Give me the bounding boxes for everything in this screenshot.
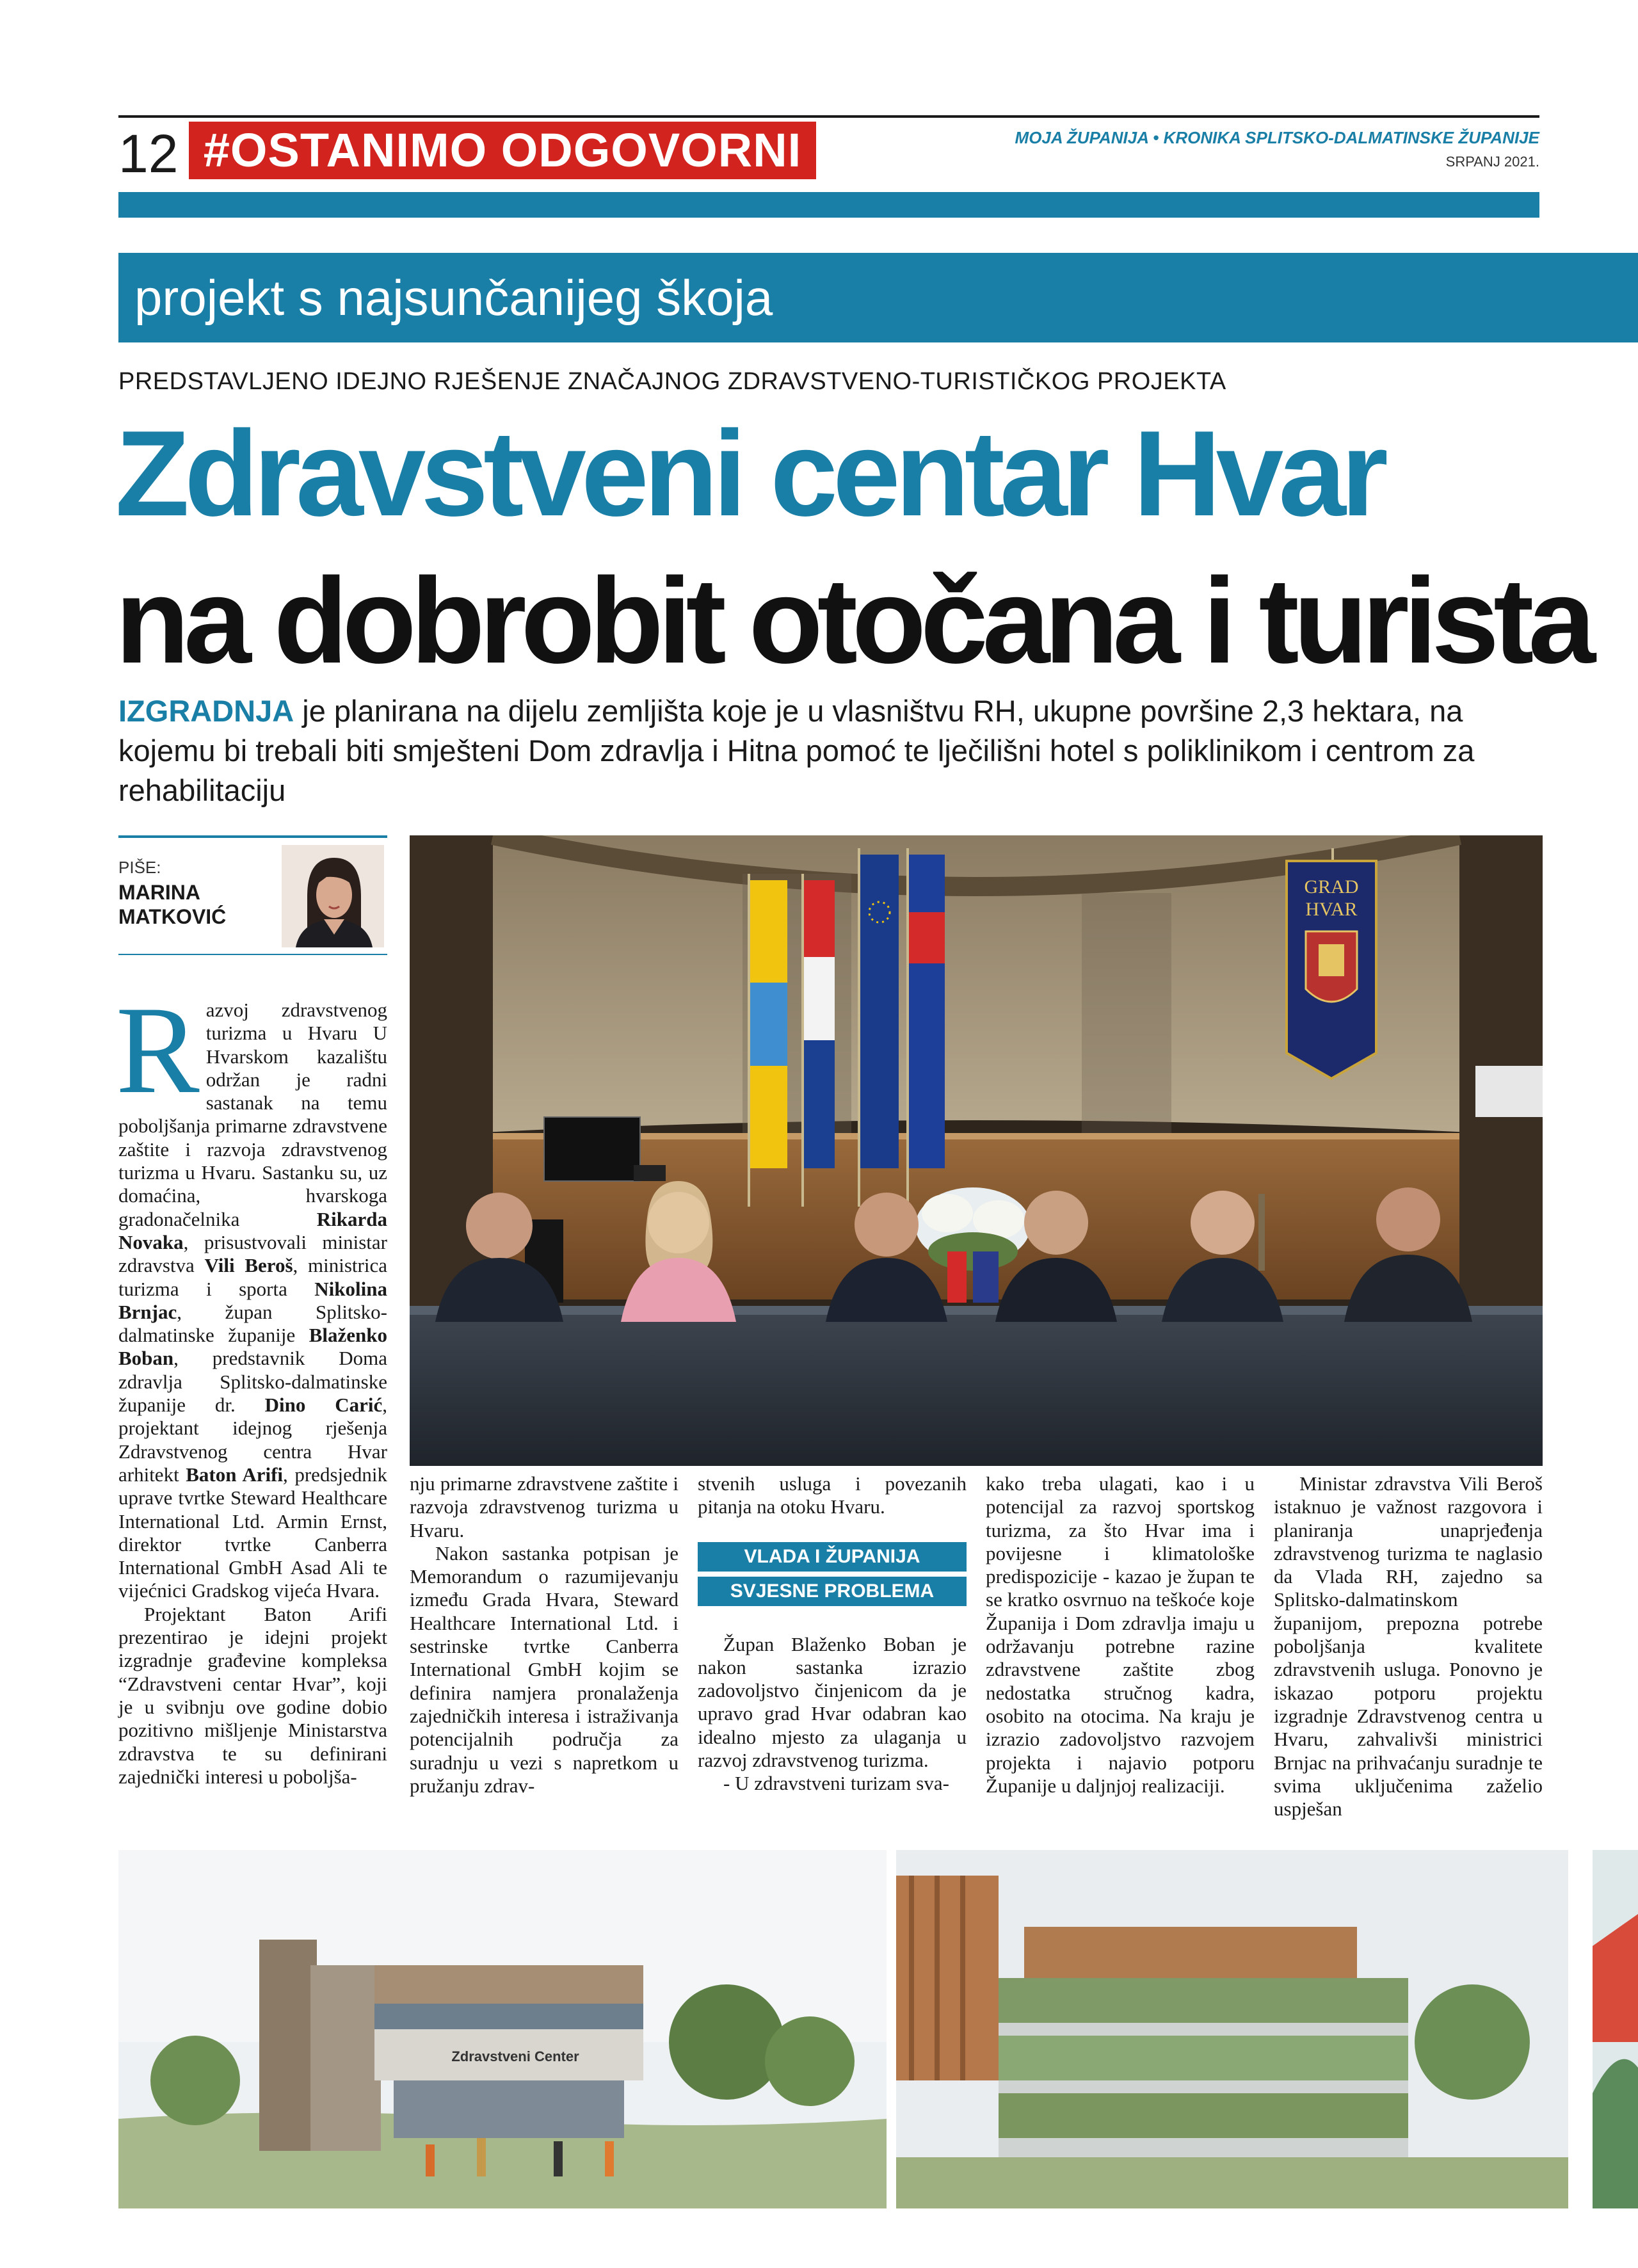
body-column-2: [410, 1472, 678, 1798]
body-paragraph: stvenih usluga i povezanih pitanja na otoku Hvaru.: [698, 1472, 967, 1518]
main-photo: [410, 835, 1543, 1466]
section-title: projekt s najsunčanijeg škoja: [134, 269, 773, 326]
body-paragraph: - U zdravstveni turizam sva-: [723, 1772, 949, 1795]
person-name: Dino Carić: [264, 1394, 383, 1417]
body-text: , prisustvovali ministar zdravstva: [118, 1230, 387, 1277]
health-center-render-image: [118, 1850, 887, 2208]
body-text: , ministrica turizma i sporta: [118, 1254, 387, 1300]
byline-rule-bottom: [118, 954, 387, 955]
person-name: Nikolina Brnjac: [118, 1277, 387, 1323]
lead-text: je planirana na dijelu zemljišta koje je u vlasništvu RH, ukupne površine 2,3 hektara, na kojemu bi trebali biti smješteni Dom zdravlja i Hitna pomoć te lječilišni hotel s poliklinikom i centrom za rehabilitaciju: [118, 694, 1475, 807]
masthead: MOJA ŽUPANIJA • KRONIKA SPLITSKO-DALMATINSKE ŽUPANIJE: [1015, 128, 1539, 147]
person-name: Blaženko Boban: [118, 1324, 387, 1370]
body-text: , predsjednik uprave tvrtke Steward Healthcare International Ltd. Armin Ernst, direktor tvrtke Canberra International GmbH Asad Ali te vijećnici Gradskog vijeća Hvara.: [118, 1463, 387, 1602]
headline-line-2: na dobrobit otočana i turista: [115, 553, 1591, 689]
byline-label: PIŠE:: [118, 858, 161, 877]
subhead-line-1: VLADA I ŽUPANIJA: [698, 1542, 967, 1572]
body-paragraph: Nakon sastanka potpisan je Memorandum o razumijevanju između Grada Hvara, Steward Healthcare International Ltd. i sestrinske tvrtke Canberra International GmbH kojim se definira namjera pronalaženja zajedničkih interesa i istraživanja potencijalnih područja za suradnju u vezi s napretkom u pružanju zdrav-: [410, 1541, 678, 1797]
body-text: , projektant idejnog rješenja Zdravstvenog centra Hvar arhitekt: [118, 1394, 387, 1486]
body-text: azvoj zdravstvenog turizma u Hvaru U Hvarskom kazalištu održan je radni sastanak na temu poboljšanja primarne zdravstvene zaštite i razvoja zdravstvenog turizma u Hvaru. Sastanku su, uz domaćina, hvarskoga gradonačelnika: [118, 999, 387, 1230]
byline-author: MARINA MATKOVIĆ: [118, 881, 227, 928]
architectural-render-2: [896, 1850, 1568, 2208]
hotel-render-image: [896, 1850, 1568, 2208]
lead-keyword: IZGRADNJA: [118, 694, 294, 728]
headline-line-1: Zdravstveni centar Hvar: [115, 406, 1383, 542]
body-text: , župan Splitsko-dalmatinske županije: [118, 1300, 387, 1347]
issue-date: SRPANJ 2021.: [1445, 154, 1539, 170]
body-paragraph: nju primarne zdravstvene zaštite i razvoja zdravstvenog turizma u Hvaru.: [410, 1472, 678, 1541]
person-name: Baton Arifi: [186, 1463, 284, 1486]
body-paragraph: Ministar zdravstva Vili Beroš istaknuo je važnost razgovora i planiranja unaprjeđenja zdravstvenog turizma te naglasio da Vlada RH, zajedno sa Splitsko-dalmatinskom županijom, prepozna potrebe poboljšanja kvalitete zdravstvenih usluga. Ponovno je iskazao potporu projektu izgradnje Zdravstvenog centra u Hvaru, zahvalivši ministrici Brnjac na prihvaćanju suradnje te svima uključenima zaželio uspješan: [1274, 1472, 1543, 1821]
body-text: , predstavnik Doma zdravlja Splitsko-dalmatinske županije dr.: [118, 1347, 387, 1417]
body-paragraph: Župan Blaženko Boban je nakon sastanka izrazio zadovoljstvo činjenicom da je upravo grad Hvar odabran kao idealno mjesto za ulaganja u razvoj zdravstvenog turizma.: [698, 1632, 967, 1772]
author-portrait-image: [282, 845, 384, 947]
press-conference-photo: [410, 835, 1543, 1466]
header-blue-strip: [118, 192, 1539, 218]
header-rule: [118, 115, 1539, 118]
render-sign: Zdravstveni Center: [451, 2048, 579, 2064]
banner-text-grad: GRAD: [1304, 876, 1359, 897]
hashtag-banner: #OSTANIMO ODGOVORNI: [189, 122, 816, 179]
subhead-line-2: SVJESNE PROBLEMA: [698, 1577, 967, 1606]
body-paragraph: Projektant Baton Arifi prezentirao je idejni projekt izgradnje građevine kompleksa “Zdravstveni centar Hvar”, koji je u svibnju ove godine dobio pozitivno mišljenje Ministarstva zdravstva te su definirani zajednički interesi u poboljša-: [118, 1602, 387, 1788]
architectural-render-1: [118, 1850, 887, 2208]
body-column-5: [1274, 1472, 1543, 1821]
article-kicker: PREDSTAVLJENO IDEJNO RJEŠENJE ZNAČAJNOG ZDRAVSTVENO-TURISTIČKOG PROJEKTA: [118, 368, 1226, 395]
person-name: Rikarda Novaka: [118, 1207, 387, 1253]
page-number: 12: [118, 124, 179, 184]
body-column-4: [986, 1472, 1255, 1798]
author-photo: [282, 845, 384, 947]
article-lead: [118, 691, 1543, 810]
body-paragraph: kako treba ulagati, kao i u potencijal za razvoj sportskog turizma, za što Hvar ima i povijesne i klimatološke predispozicije - kazao je župan te se kratko osvrnuo na teškoće koje Županija i Dom zdravlja imaju u održavanju potrebne razine zdravstvene zaštite zbog nedostatka stručnog kadra, osobito na otocima. Na kraju je izrazio zadovoljstvo razvojem projekta i najavio potporu Županije u daljnjoj realizaciji.: [986, 1472, 1255, 1797]
body-column-3: [698, 1472, 967, 1796]
byline-rule-top: [118, 835, 387, 838]
body-column-1: [116, 981, 387, 1789]
person-name: Vili Beroš: [204, 1254, 293, 1277]
banner-text-hvar: HVAR: [1305, 899, 1358, 920]
drop-cap: R: [116, 981, 200, 1120]
architectural-render-3: [1593, 1850, 1638, 2208]
render-3-image: [1593, 1850, 1638, 2208]
